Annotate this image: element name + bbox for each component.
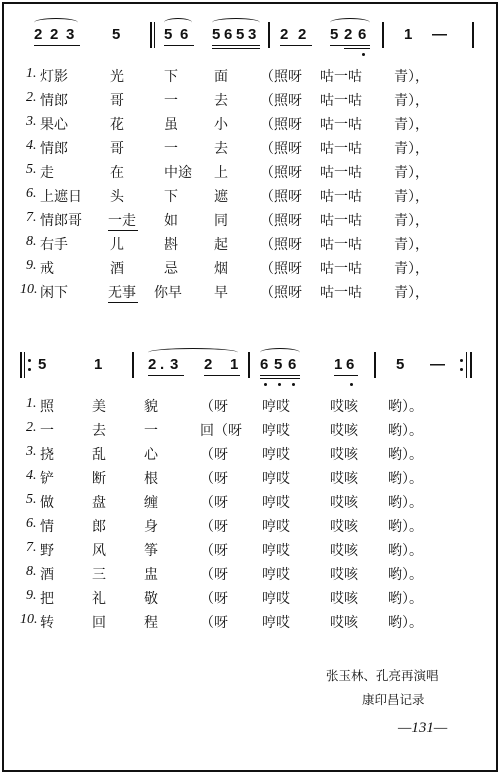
- lyric-row: 9. 戒 酒 忌 烟 （照呀 咕一咕 青），: [26, 258, 429, 277]
- repeat-dot: [28, 359, 31, 362]
- barline: [268, 22, 270, 48]
- slur: [260, 348, 300, 357]
- slur: [34, 18, 78, 27]
- note: 3: [170, 356, 180, 373]
- note: 6: [358, 26, 368, 43]
- barline-end: [472, 22, 474, 48]
- barline: [154, 22, 155, 48]
- beam: [344, 48, 370, 49]
- note: 2: [280, 26, 290, 43]
- barline: [374, 352, 376, 378]
- lyric-row: 1. 灯影 光 下 面 （照呀 咕一咕 青），: [26, 66, 429, 85]
- beam: [260, 378, 300, 379]
- lyric-row: 4. 铲 断 根 （呀 哼哎 哎咳 哟）。: [26, 468, 423, 487]
- note: 3: [248, 26, 258, 43]
- repeat-start: [24, 352, 25, 378]
- lyric-row: 2. 情郎 哥 一 去 （照呀 咕一咕 青），: [26, 90, 429, 109]
- lyric-row: 10. 闲下 无事 你早 早 （照呀 咕一咕 青），: [20, 282, 429, 301]
- note: —: [432, 26, 448, 43]
- lyric-row: 9. 把 礼 敬 （呀 哼哎 哎咳 哟）。: [26, 588, 423, 607]
- note: 2: [148, 356, 158, 373]
- slur: [330, 18, 370, 27]
- beam: [212, 48, 260, 49]
- note: 5: [396, 356, 406, 373]
- page-number: —131—: [398, 720, 448, 736]
- note: .: [160, 356, 166, 373]
- slur: [164, 18, 192, 27]
- lyric-row: 8. 右手 儿 斟 起 （照呀 咕一咕 青），: [26, 234, 429, 253]
- note: 5: [212, 26, 222, 43]
- lyric-row: 7. 情郎哥 一走 如 同 （照呀 咕一咕 青），: [26, 210, 429, 229]
- lyric-row: 3. 果心 花 虽 小 （照呀 咕一咕 青），: [26, 114, 429, 133]
- octave-dot: [362, 53, 365, 56]
- note: 6: [260, 356, 270, 373]
- lyric-row: 6. 情 郎 身 （呀 哼哎 哎咳 哟）。: [26, 516, 423, 535]
- beam: [164, 45, 194, 46]
- underline: [108, 230, 138, 231]
- beam: [260, 375, 300, 376]
- beam: [34, 45, 80, 46]
- repeat-end: [470, 352, 472, 378]
- slur: [148, 348, 238, 357]
- note: 6: [346, 356, 356, 373]
- note: 5: [112, 26, 122, 43]
- lyric-row: 5. 走 在 中途 上 （照呀 咕一咕 青），: [26, 162, 429, 181]
- note: 2: [344, 26, 354, 43]
- repeat-dot: [28, 368, 31, 371]
- lyric-row: 3. 挠 乱 心 （呀 哼哎 哎咳 哟）。: [26, 444, 423, 463]
- performer-credit: 张玉林、孔亮再演唱: [326, 668, 439, 683]
- lyric-row: 5. 做 盘 缠 （呀 哼哎 哎咳 哟）。: [26, 492, 423, 511]
- beam: [212, 45, 260, 46]
- beam: [280, 45, 312, 46]
- underline: [108, 302, 138, 303]
- note: 1: [230, 356, 240, 373]
- note: 1: [334, 356, 344, 373]
- note: 3: [66, 26, 76, 43]
- repeat-start: [20, 352, 22, 378]
- lyric-row: 6. 上遮日 头 下 遮 （照呀 咕一咕 青），: [26, 186, 429, 205]
- note: —: [430, 356, 446, 373]
- octave-dot: [292, 383, 295, 386]
- note: 5: [274, 356, 284, 373]
- note: 6: [224, 26, 234, 43]
- octave-dot: [350, 383, 353, 386]
- beam: [204, 375, 240, 376]
- lyric-row: 7. 野 风 筝 （呀 哼哎 哎咳 哟）。: [26, 540, 423, 559]
- octave-dot: [278, 383, 281, 386]
- octave-dot: [264, 383, 267, 386]
- note: 1: [404, 26, 414, 43]
- note: 2: [34, 26, 44, 43]
- lyric-row: 4. 情郎 哥 一 去 （照呀 咕一咕 青），: [26, 138, 429, 157]
- recorder-credit: 康印昌记录: [362, 692, 425, 707]
- slur: [212, 18, 260, 27]
- note: 2: [298, 26, 308, 43]
- lyric-row: 2. 一 去 一 回（呀 哼哎 哎咳 哟）。: [26, 420, 423, 439]
- note: 6: [288, 356, 298, 373]
- beam: [334, 375, 358, 376]
- beam: [148, 375, 184, 376]
- note: 5: [164, 26, 174, 43]
- lyric-row: 8. 酒 三 盅 （呀 哼哎 哎咳 哟）。: [26, 564, 423, 583]
- note: 5: [236, 26, 246, 43]
- barline: [150, 22, 152, 48]
- note: 2: [50, 26, 60, 43]
- song-page: [2, 2, 498, 772]
- lyric-row: 10. 转 回 程 （呀 哼哎 哎咳 哟）。: [20, 612, 423, 631]
- note: 5: [38, 356, 48, 373]
- note: 5: [330, 26, 340, 43]
- barline: [248, 352, 250, 378]
- note: 1: [94, 356, 104, 373]
- beam: [330, 45, 370, 46]
- repeat-end: [466, 352, 467, 378]
- repeat-dot: [460, 359, 463, 362]
- barline: [382, 22, 384, 48]
- note: 6: [180, 26, 190, 43]
- barline: [132, 352, 134, 378]
- lyric-row: 1. 照 美 貌 （呀 哼哎 哎咳 哟）。: [26, 396, 423, 415]
- note: 2: [204, 356, 214, 373]
- repeat-dot: [460, 368, 463, 371]
